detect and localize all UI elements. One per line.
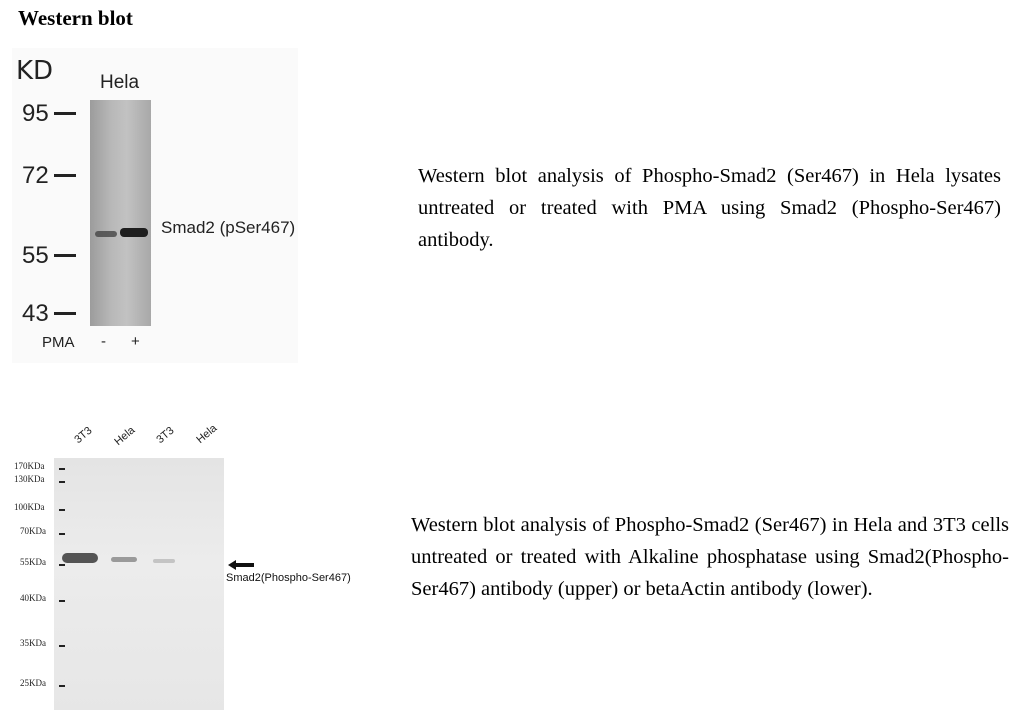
lane-label-3: 3T3 xyxy=(154,424,177,446)
lane-label-4: Hela xyxy=(194,422,220,446)
section-title: Western blot xyxy=(18,6,133,30)
treatment-pma: + xyxy=(131,333,140,350)
marker-tick-43 xyxy=(54,312,76,315)
band-label: Smad2 (pSer467) xyxy=(161,218,296,237)
marker-43: 43 xyxy=(22,300,49,327)
marker-tick-25 xyxy=(59,685,65,687)
blot-membrane xyxy=(54,458,224,710)
kd-unit-label: KD xyxy=(16,56,54,86)
caption-blot-1: Western blot analysis of Phospho-Smad2 (Ser467) in Hela lysates untreated or treated with PMA using Smad2 (Phospho-Ser467) antibody. xyxy=(418,165,1001,251)
marker-tick-35 xyxy=(59,645,65,647)
treatment-label: PMA xyxy=(42,334,75,351)
marker-tick-72 xyxy=(54,174,76,177)
caption-blot-2: Western blot analysis of Phospho-Smad2 (Ser467) in Hela and 3T3 cells untreated or treated with Alkaline phosphatase using Smad2(Phospho-Ser467) antibody (upper) or betaActin antibody (lower). xyxy=(411,514,1009,600)
band-lane-3 xyxy=(153,559,175,563)
marker-170kda: 170KDa xyxy=(14,461,45,471)
band-pma-treated xyxy=(120,228,148,237)
marker-55: 55 xyxy=(22,242,49,269)
band-lane-2 xyxy=(111,557,137,562)
marker-tick-95 xyxy=(54,112,76,115)
treatment-untreated: - xyxy=(101,333,106,350)
marker-130kda: 130KDa xyxy=(14,474,45,484)
marker-25kda: 25KDa xyxy=(20,678,46,688)
marker-tick-130 xyxy=(59,481,65,483)
marker-tick-100 xyxy=(59,509,65,511)
marker-40kda: 40KDa xyxy=(20,593,46,603)
marker-tick-70 xyxy=(59,533,65,535)
arrow-left-icon xyxy=(228,560,254,570)
marker-tick-170 xyxy=(59,468,65,470)
marker-tick-55 xyxy=(59,564,65,566)
western-blot-image-1 xyxy=(12,48,298,363)
marker-tick-55 xyxy=(54,254,76,257)
lane-label-1: 3T3 xyxy=(72,424,95,446)
sample-label: Hela xyxy=(100,72,140,93)
marker-35kda: 35KDa xyxy=(20,638,46,648)
band-label: Smad2(Phospho-Ser467) xyxy=(226,572,351,584)
marker-tick-40 xyxy=(59,600,65,602)
western-blot-image-2 xyxy=(10,420,390,710)
blot-membrane xyxy=(90,100,151,326)
marker-72: 72 xyxy=(22,162,49,189)
band-untreated xyxy=(95,231,117,237)
marker-100kda: 100KDa xyxy=(14,502,45,512)
lane-label-2: Hela xyxy=(112,424,138,448)
band-lane-1 xyxy=(62,553,98,563)
marker-55kda: 55KDa xyxy=(20,557,46,567)
marker-95: 95 xyxy=(22,100,49,127)
marker-70kda: 70KDa xyxy=(20,526,46,536)
